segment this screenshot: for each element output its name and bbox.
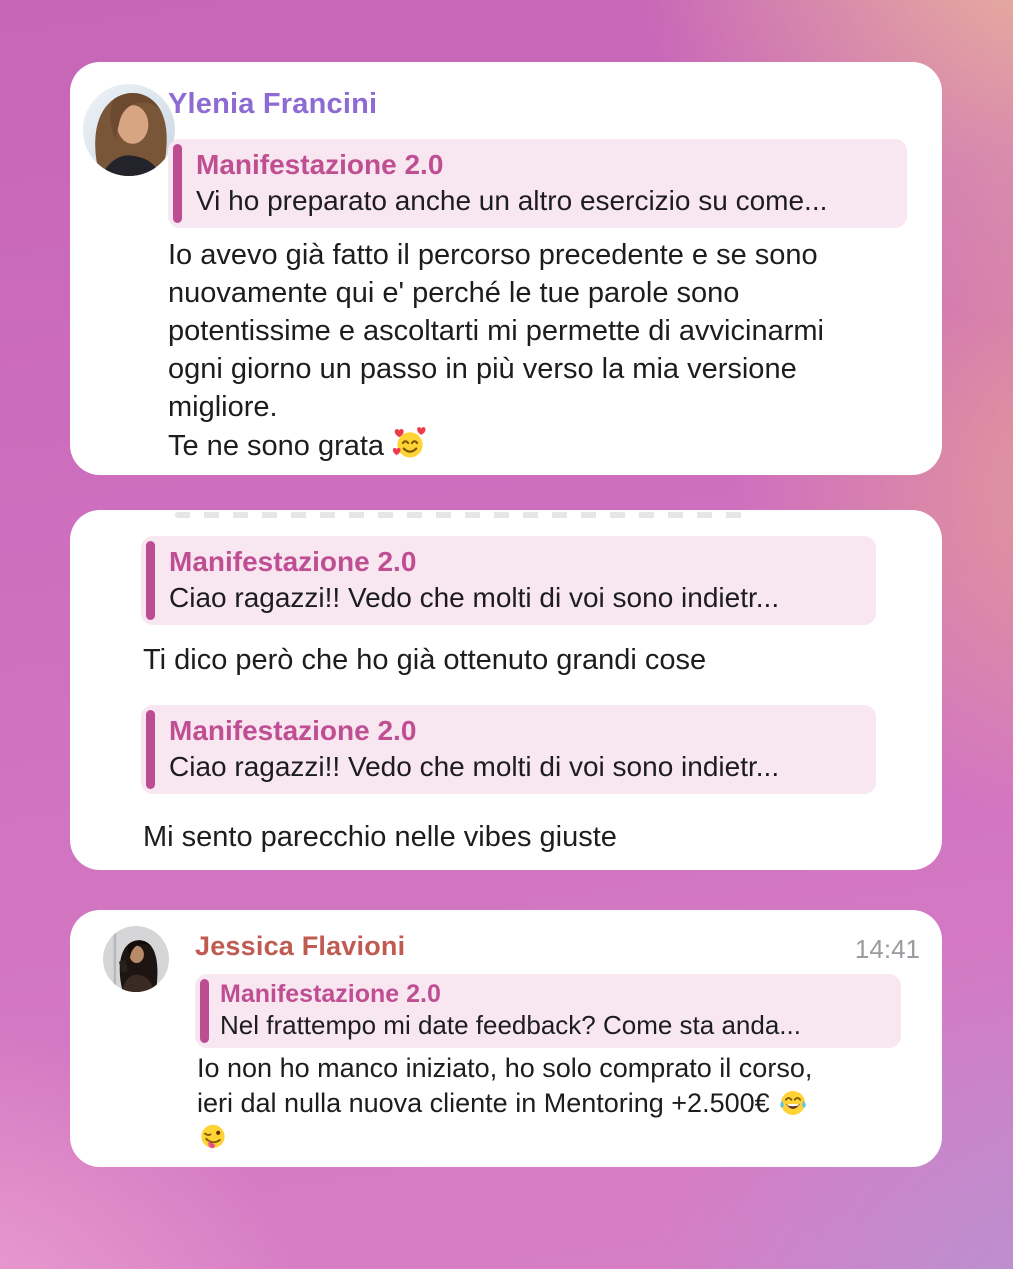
message-text bbox=[168, 236, 824, 465]
message-line-text: ieri dal nulla nuova cliente in Mentoring +2.500€ bbox=[197, 1088, 770, 1118]
smiling-face-with-hearts-emoji-icon bbox=[392, 426, 428, 462]
message-line bbox=[197, 1121, 812, 1156]
author-name[interactable]: Ylenia Francini bbox=[168, 88, 378, 120]
quote-text: Nel frattempo mi date feedback? Come sta anda... bbox=[220, 1010, 801, 1040]
chat-message-card-quotes bbox=[70, 510, 942, 870]
message-line: migliore. bbox=[168, 391, 278, 423]
quote-title: Manifestazione 2.0 bbox=[169, 715, 417, 746]
quote-title: Manifestazione 2.0 bbox=[169, 546, 417, 577]
quote-title: Manifestazione 2.0 bbox=[220, 980, 441, 1008]
message-line bbox=[168, 426, 824, 465]
message-line-text: Te ne sono grata bbox=[168, 430, 385, 462]
quote-accent-bar bbox=[146, 710, 155, 789]
avatar-ylenia[interactable] bbox=[83, 84, 175, 176]
quote-text: Vi ho preparato anche un altro esercizio su come... bbox=[196, 185, 828, 216]
avatar-jessica[interactable] bbox=[103, 926, 169, 992]
message-line: nuovamente qui e' perché le tue parole sono bbox=[168, 277, 740, 309]
woman-brown-hair-photo-icon bbox=[83, 84, 175, 176]
message-text: Mi sento parecchio nelle vibes giuste bbox=[143, 821, 617, 853]
woman-dark-hair-mirror-selfie-photo-icon bbox=[103, 926, 169, 992]
quote-text: Ciao ragazzi!! Vedo che molti di voi sono indietr... bbox=[169, 751, 780, 782]
reply-quote[interactable] bbox=[195, 974, 901, 1048]
reply-quote[interactable] bbox=[168, 139, 907, 228]
message-text bbox=[197, 1051, 812, 1156]
reply-quote[interactable] bbox=[141, 536, 876, 625]
cropped-text-artifact bbox=[175, 512, 755, 518]
quote-title: Manifestazione 2.0 bbox=[196, 149, 444, 180]
message-line: ogni giorno un passo in più verso la mia versione bbox=[168, 353, 797, 385]
message-timestamp: 14:41 bbox=[854, 934, 920, 964]
author-name[interactable]: Jessica Flavioni bbox=[195, 931, 406, 961]
message-line: Io avevo già fatto il percorso precedente e se sono bbox=[168, 239, 818, 271]
quote-accent-bar bbox=[200, 979, 209, 1043]
message-line bbox=[197, 1086, 812, 1121]
reply-quote[interactable] bbox=[141, 705, 876, 794]
chat-message-card-ylenia bbox=[70, 62, 942, 475]
message-line: Io non ho manco iniziato, ho solo comprato il corso, bbox=[197, 1053, 813, 1083]
message-line: potentissime e ascoltarti mi permette di avvicinarmi bbox=[168, 315, 824, 347]
quote-accent-bar bbox=[173, 144, 182, 223]
winking-face-with-tongue-emoji-icon bbox=[197, 1122, 229, 1154]
quote-text: Ciao ragazzi!! Vedo che molti di voi sono indietr... bbox=[169, 582, 780, 613]
chat-message-card-jessica bbox=[70, 910, 942, 1167]
face-with-tears-of-joy-emoji-icon bbox=[777, 1087, 809, 1119]
message-text: Ti dico però che ho già ottenuto grandi cose bbox=[143, 644, 707, 676]
quote-accent-bar bbox=[146, 541, 155, 620]
